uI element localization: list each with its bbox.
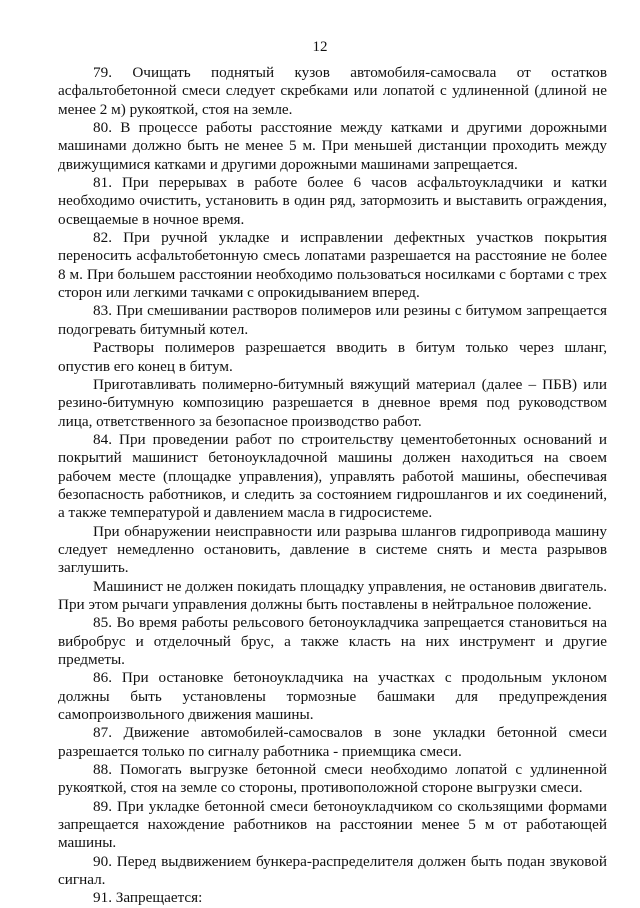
page-number: 12 [312,39,328,55]
paragraph-83-pbv: Приготавливать полимерно-битумный вяжущий материал (далее – ПБВ) или резино-битумную композицию разрешается в дневное время под руководством лица, ответственного за безопасное производство работ. [58,375,607,430]
paragraph-86: 86. При остановке бетоноукладчика на участках с продольным уклоном должны быть установлены тормозные башмаки для предупреждения самопроизвольного движения машины. [58,669,607,724]
paragraph-85: 85. Во время работы рельсового бетоноукладчика запрещается становиться на вибробрус и отделочный брус, а также класть на них инструмент и другие предметы. [58,614,607,668]
paragraph-83: 83. При смешивании растворов полимеров или резины с битумом запрещается подогревать битумный котел. [58,302,607,338]
paragraph-81: 81. При перерывах в работе более 6 часов асфальтоукладчики и катки необходимо очистить, установить в один ряд, затормозить и выставить ограждения, освещаемые в ночное время. [58,174,607,228]
paragraph-80: 80. В процессе работы расстояние между катками и другими дорожными машинами должно быть не менее 5 м. При меньшей дистанции проходить между движущимися катками и другими дорожными машинами запрещается. [58,119,607,173]
document-body [58,64,607,908]
paragraph-84: 84. При проведении работ по строительству цементобетонных оснований и покрытий машинист бетоноукладочной машины должен находиться на своем рабочем месте (площадке управления), управлять работой машины, обеспечивая безопасность работников, и следить за состоянием гидрошлангов и их соединений, а также температурой и давлением масла в гидросистеме. [58,430,607,522]
paragraph-79: 79. Очищать поднятый кузов автомобиля-самосвала от остатков асфальтобетонной смеси следует скребками или лопатой с удлиненной (длиной не менее 2 м) рукояткой, стоя на земле. [58,64,607,118]
paragraph-83-polymer-solutions: Растворы полимеров разрешается вводить в битум только через шланг, опустив его конец в битум. [58,339,607,375]
paragraph-84-operator: Машинист не должен покидать площадку управления, не остановив двигатель. При этом рычаги управления должны быть поставлены в нейтральное положение. [58,577,607,613]
paragraph-91: 91. Запрещается: [93,889,203,907]
paragraph-88: 88. Помогать выгрузке бетонной смеси необходимо лопатой с удлиненной рукояткой, стоя на земле со стороны, противоположной стороне выгрузки смеси. [58,761,607,797]
paragraph-89: 89. При укладке бетонной смеси бетоноукладчиком со скользящими формами запрещается нахождение работников на расстоянии менее 5 м от работающей машины. [58,797,607,852]
paragraph-84-hose-rupture: При обнаружении неисправности или разрыва шлангов гидропривода машину следует немедленно остановить, давление в системе снять и места разрывов заглушить. [58,522,607,577]
paragraph-82: 82. При ручной укладке и исправлении дефектных участков покрытия переносить асфальтобетонную смесь лопатами разрешается на расстояние не более 8 м. При большем расстоянии необходимо пользоваться носилками с бортами с трех сторон или легкими тачками с опрокидыванием вперед. [58,229,607,302]
paragraph-90: 90. Перед выдвижением бункера-распределителя должен быть подан звуковой сигнал. [58,852,607,889]
paragraph-87: 87. Движение автомобилей-самосвалов в зоне укладки бетонной смеси разрешается только по сигналу работника - приемщика смеси. [58,724,607,760]
